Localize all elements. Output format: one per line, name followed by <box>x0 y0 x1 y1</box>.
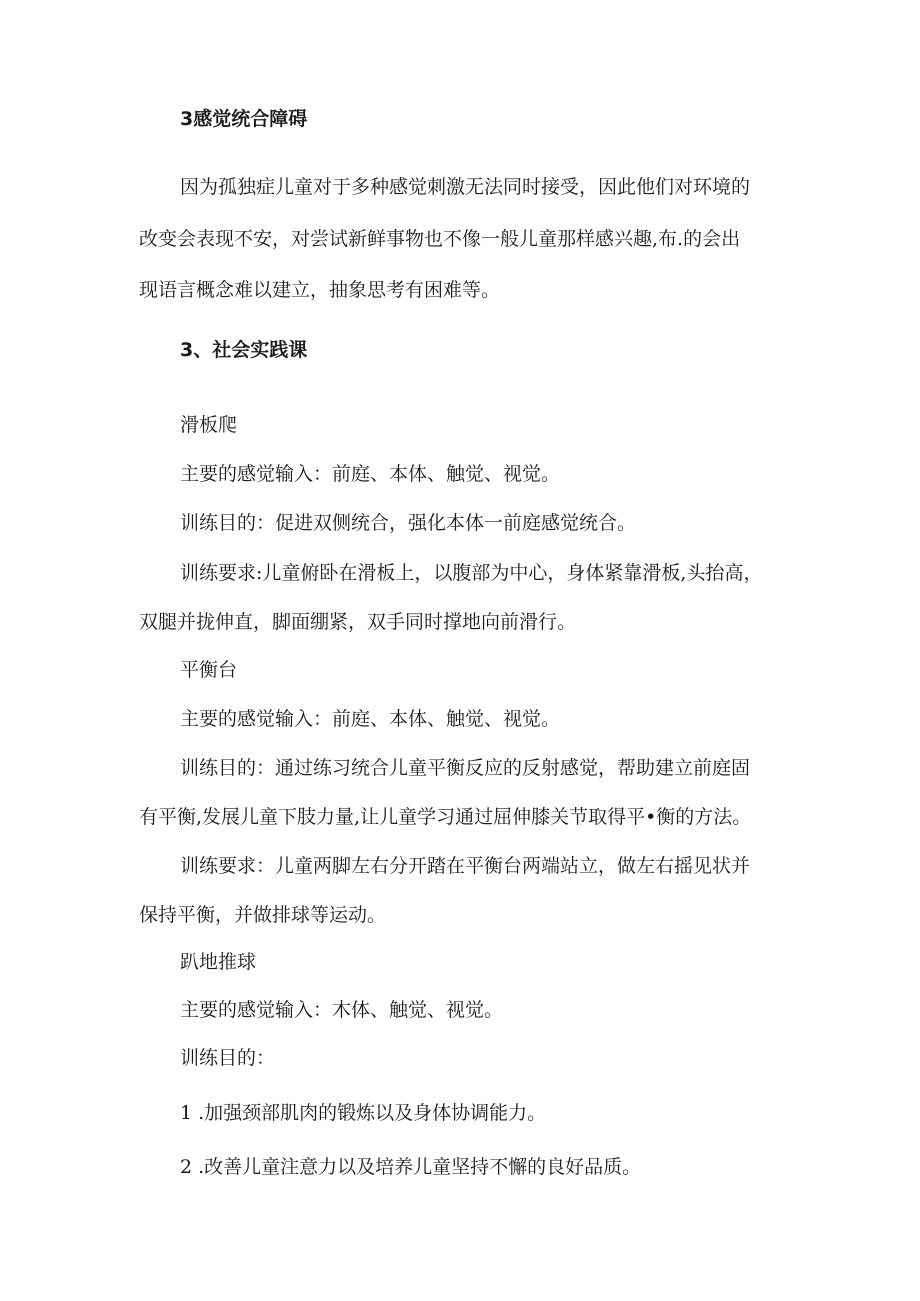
activity-title-scooter: 滑板爬 <box>180 414 238 436</box>
paragraph-line: 现语言概念难以建立，抽象思考有困难等。 <box>139 279 501 301</box>
activity-title-ball: 趴地推球 <box>180 951 257 973</box>
list-item: 2 .改善儿童注意力以及培养儿童坚持不懈的良好品质。 <box>180 1156 642 1178</box>
training-goal-line: 训练目的：促进双侧统合，强化本体一前庭感觉统合。 <box>180 512 637 534</box>
sensory-input-line: 主要的感觉输入：前庭、本体、触觉、视觉。 <box>180 463 561 485</box>
training-requirement-line: 双腿并拢伸直，脚面绷紧，双手同时撑地向前滑行。 <box>139 611 577 633</box>
training-requirement-line: 训练要求:儿童俯卧在滑板上，以腹部为中心，身体紧靠滑板,头抬高， <box>180 562 763 584</box>
training-goal-line: 训练目的：通过练习统合儿童平衡反应的反射感觉，帮助建立前庭固 <box>180 757 751 779</box>
training-requirement-line: 保持平衡，并做排球等运动。 <box>139 904 387 926</box>
training-goal-line: 训练目的： <box>180 1047 276 1069</box>
sensory-input-line: 主要的感觉输入：前庭、本体、触觉、视觉。 <box>180 708 561 730</box>
section-heading-sensory: 3感觉统合障碍 <box>180 108 308 130</box>
training-requirement-line: 训练要求：儿童两脚左右分开踏在平衡台两端站立，做左右摇见状并 <box>180 855 751 877</box>
training-goal-line: 有平衡,发展儿童下肢力量,让儿童学习通过屈伸膝关节取得平•衡的方法。 <box>139 806 752 828</box>
sensory-input-line: 主要的感觉输入：木体、触觉、视觉。 <box>180 999 504 1021</box>
paragraph-line: 因为孤独症儿童对于多种感觉刺激无法同时接受，因此他们对环境的 <box>180 176 751 198</box>
activity-title-balance: 平衡台 <box>180 659 238 681</box>
section-heading-social: 3、社会实践课 <box>180 339 308 361</box>
paragraph-line: 改变会表现不安，对尝试新鲜事物也不像一般儿童那样感兴趣,布.的会出 <box>139 228 741 250</box>
list-item: 1 .加强颈部肌肉的锻炼以及身体协调能力。 <box>180 1102 547 1124</box>
